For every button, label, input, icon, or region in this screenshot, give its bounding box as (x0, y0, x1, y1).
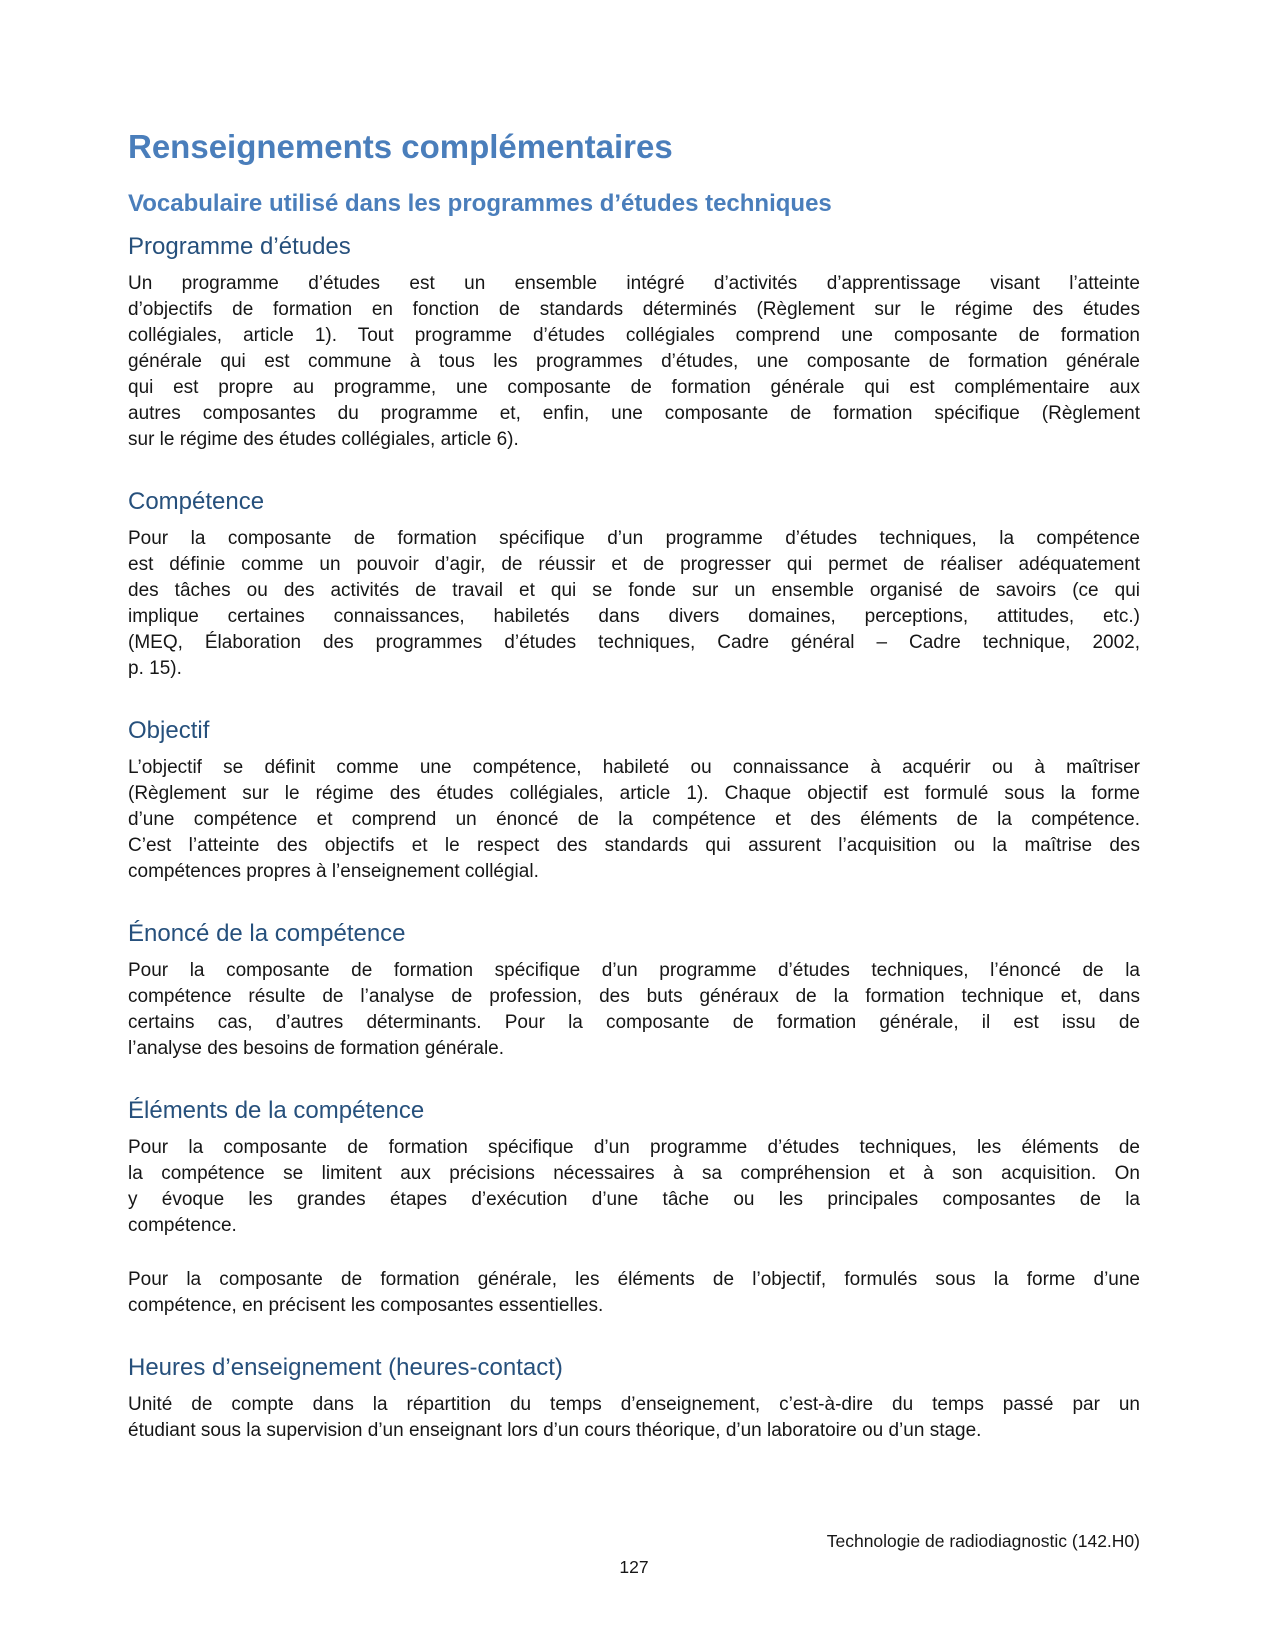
paragraph-line: collégiales, article 1). Tout programme d’études collégiales comprend une composante de formation (128, 325, 1140, 346)
paragraph-line: (MEQ, Élaboration des programmes d’études techniques, Cadre général – Cadre technique, 2002, (128, 632, 1140, 653)
paragraph-line: d’objectifs de formation en fonction de standards déterminés (Règlement sur le régime des études (128, 299, 1140, 320)
page-number: 127 (619, 1557, 649, 1577)
section (128, 232, 1140, 453)
paragraph-line: y évoque les grandes étapes d’exécution d’une tâche ou les principales composantes de la (128, 1189, 1140, 1210)
section-paragraphs (128, 271, 1140, 453)
paragraph-line: compétence. (128, 1215, 237, 1236)
paragraph-line: Un programme d’études est un ensemble intégré d’activités d’apprentissage visant l’atteinte (128, 273, 1140, 294)
paragraph-line: l’analyse des besoins de formation générale. (128, 1038, 505, 1059)
paragraph (128, 1392, 1140, 1444)
paragraph-line: Pour la composante de formation générale, les éléments de l’objectif, formulés sous la forme d’une (128, 1269, 1140, 1290)
paragraph-line: certains cas, d’autres déterminants. Pour la composante de formation générale, il est issu de (128, 1012, 1140, 1033)
paragraph-line: générale qui est commune à tous les programmes d’études, une composante de formation générale (128, 351, 1140, 372)
paragraph-line: d’une compétence et comprend un énoncé de la compétence et des éléments de la compétence. (128, 809, 1140, 830)
section-heading: Compétence (128, 488, 265, 515)
page-title: Renseignements complémentaires (128, 128, 673, 165)
section-heading: Objectif (128, 717, 210, 744)
paragraph-line: est définie comme un pouvoir d’agir, de réussir et de progresser qui permet de réaliser adéquatement (128, 554, 1140, 575)
paragraph (128, 271, 1140, 453)
section-paragraphs (128, 1135, 1140, 1319)
section (128, 1096, 1140, 1319)
paragraph-line: compétence, en précisent les composantes essentielles. (128, 1295, 604, 1316)
section-paragraphs (128, 755, 1140, 885)
document-body (128, 127, 1140, 1472)
section-paragraphs (128, 958, 1140, 1062)
section-paragraphs (128, 526, 1140, 682)
paragraph-line: la compétence se limitent aux précisions nécessaires à sa compréhension et à son acquisition. On (128, 1163, 1140, 1184)
paragraph-line: autres composantes du programme et, enfin, une composante de formation spécifique (Règlement (128, 403, 1140, 424)
paragraph-line: Unité de compte dans la répartition du temps d’enseignement, c’est-à-dire du temps passé par un (128, 1394, 1140, 1415)
paragraph-line: L’objectif se définit comme une compétence, habileté ou connaissance à acquérir ou à maîtriser (128, 757, 1140, 778)
paragraph (128, 755, 1140, 885)
paragraph-line: Pour la composante de formation spécifique d’un programme d’études techniques, les éléments de (128, 1137, 1140, 1158)
paragraph (128, 1135, 1140, 1239)
paragraph-line: compétences propres à l’enseignement collégial. (128, 861, 539, 882)
footer-doc-title: Technologie de radiodiagnostic (142.H0) (826, 1531, 1140, 1551)
paragraph-line: des tâches ou des activités de travail et qui se fonde sur un ensemble organisé de savoirs (ce qui (128, 580, 1140, 601)
section-paragraphs (128, 1392, 1140, 1444)
page-subtitle: Vocabulaire utilisé dans les programmes d’études techniques (128, 190, 832, 217)
paragraph (128, 1267, 1140, 1319)
paragraph (128, 526, 1140, 682)
paragraph-line: implique certaines connaissances, habiletés dans divers domaines, perceptions, attitudes, etc.) (128, 606, 1140, 627)
paragraph-line: C’est l’atteinte des objectifs et le respect des standards qui assurent l’acquisition ou la maîtrise des (128, 835, 1140, 856)
paragraph-line: qui est propre au programme, une composante de formation générale qui est complémentaire aux (128, 377, 1140, 398)
paragraph-line: étudiant sous la supervision d’un enseignant lors d’un cours théorique, d’un laboratoire ou d’un stage. (128, 1420, 982, 1441)
paragraph-line: (Règlement sur le régime des études collégiales, article 1). Chaque objectif est formulé sous la forme (128, 783, 1140, 804)
section-heading: Énoncé de la compétence (128, 920, 406, 947)
paragraph-line: p. 15). (128, 658, 182, 679)
section (128, 919, 1140, 1062)
section-heading: Éléments de la compétence (128, 1097, 425, 1124)
paragraph (128, 958, 1140, 1062)
section (128, 1353, 1140, 1444)
section (128, 716, 1140, 885)
section-heading: Heures d’enseignement (heures-contact) (128, 1354, 563, 1381)
paragraph-line: compétence résulte de l’analyse de profession, des buts généraux de la formation technique et, dans (128, 986, 1140, 1007)
section (128, 487, 1140, 682)
sections-container (128, 232, 1140, 1444)
paragraph-line: Pour la composante de formation spécifique d’un programme d’études techniques, la compétence (128, 528, 1140, 549)
section-heading: Programme d’études (128, 233, 351, 260)
paragraph-line: sur le régime des études collégiales, article 6). (128, 429, 519, 450)
paragraph-line: Pour la composante de formation spécifique d’un programme d’études techniques, l’énoncé de la (128, 960, 1140, 981)
